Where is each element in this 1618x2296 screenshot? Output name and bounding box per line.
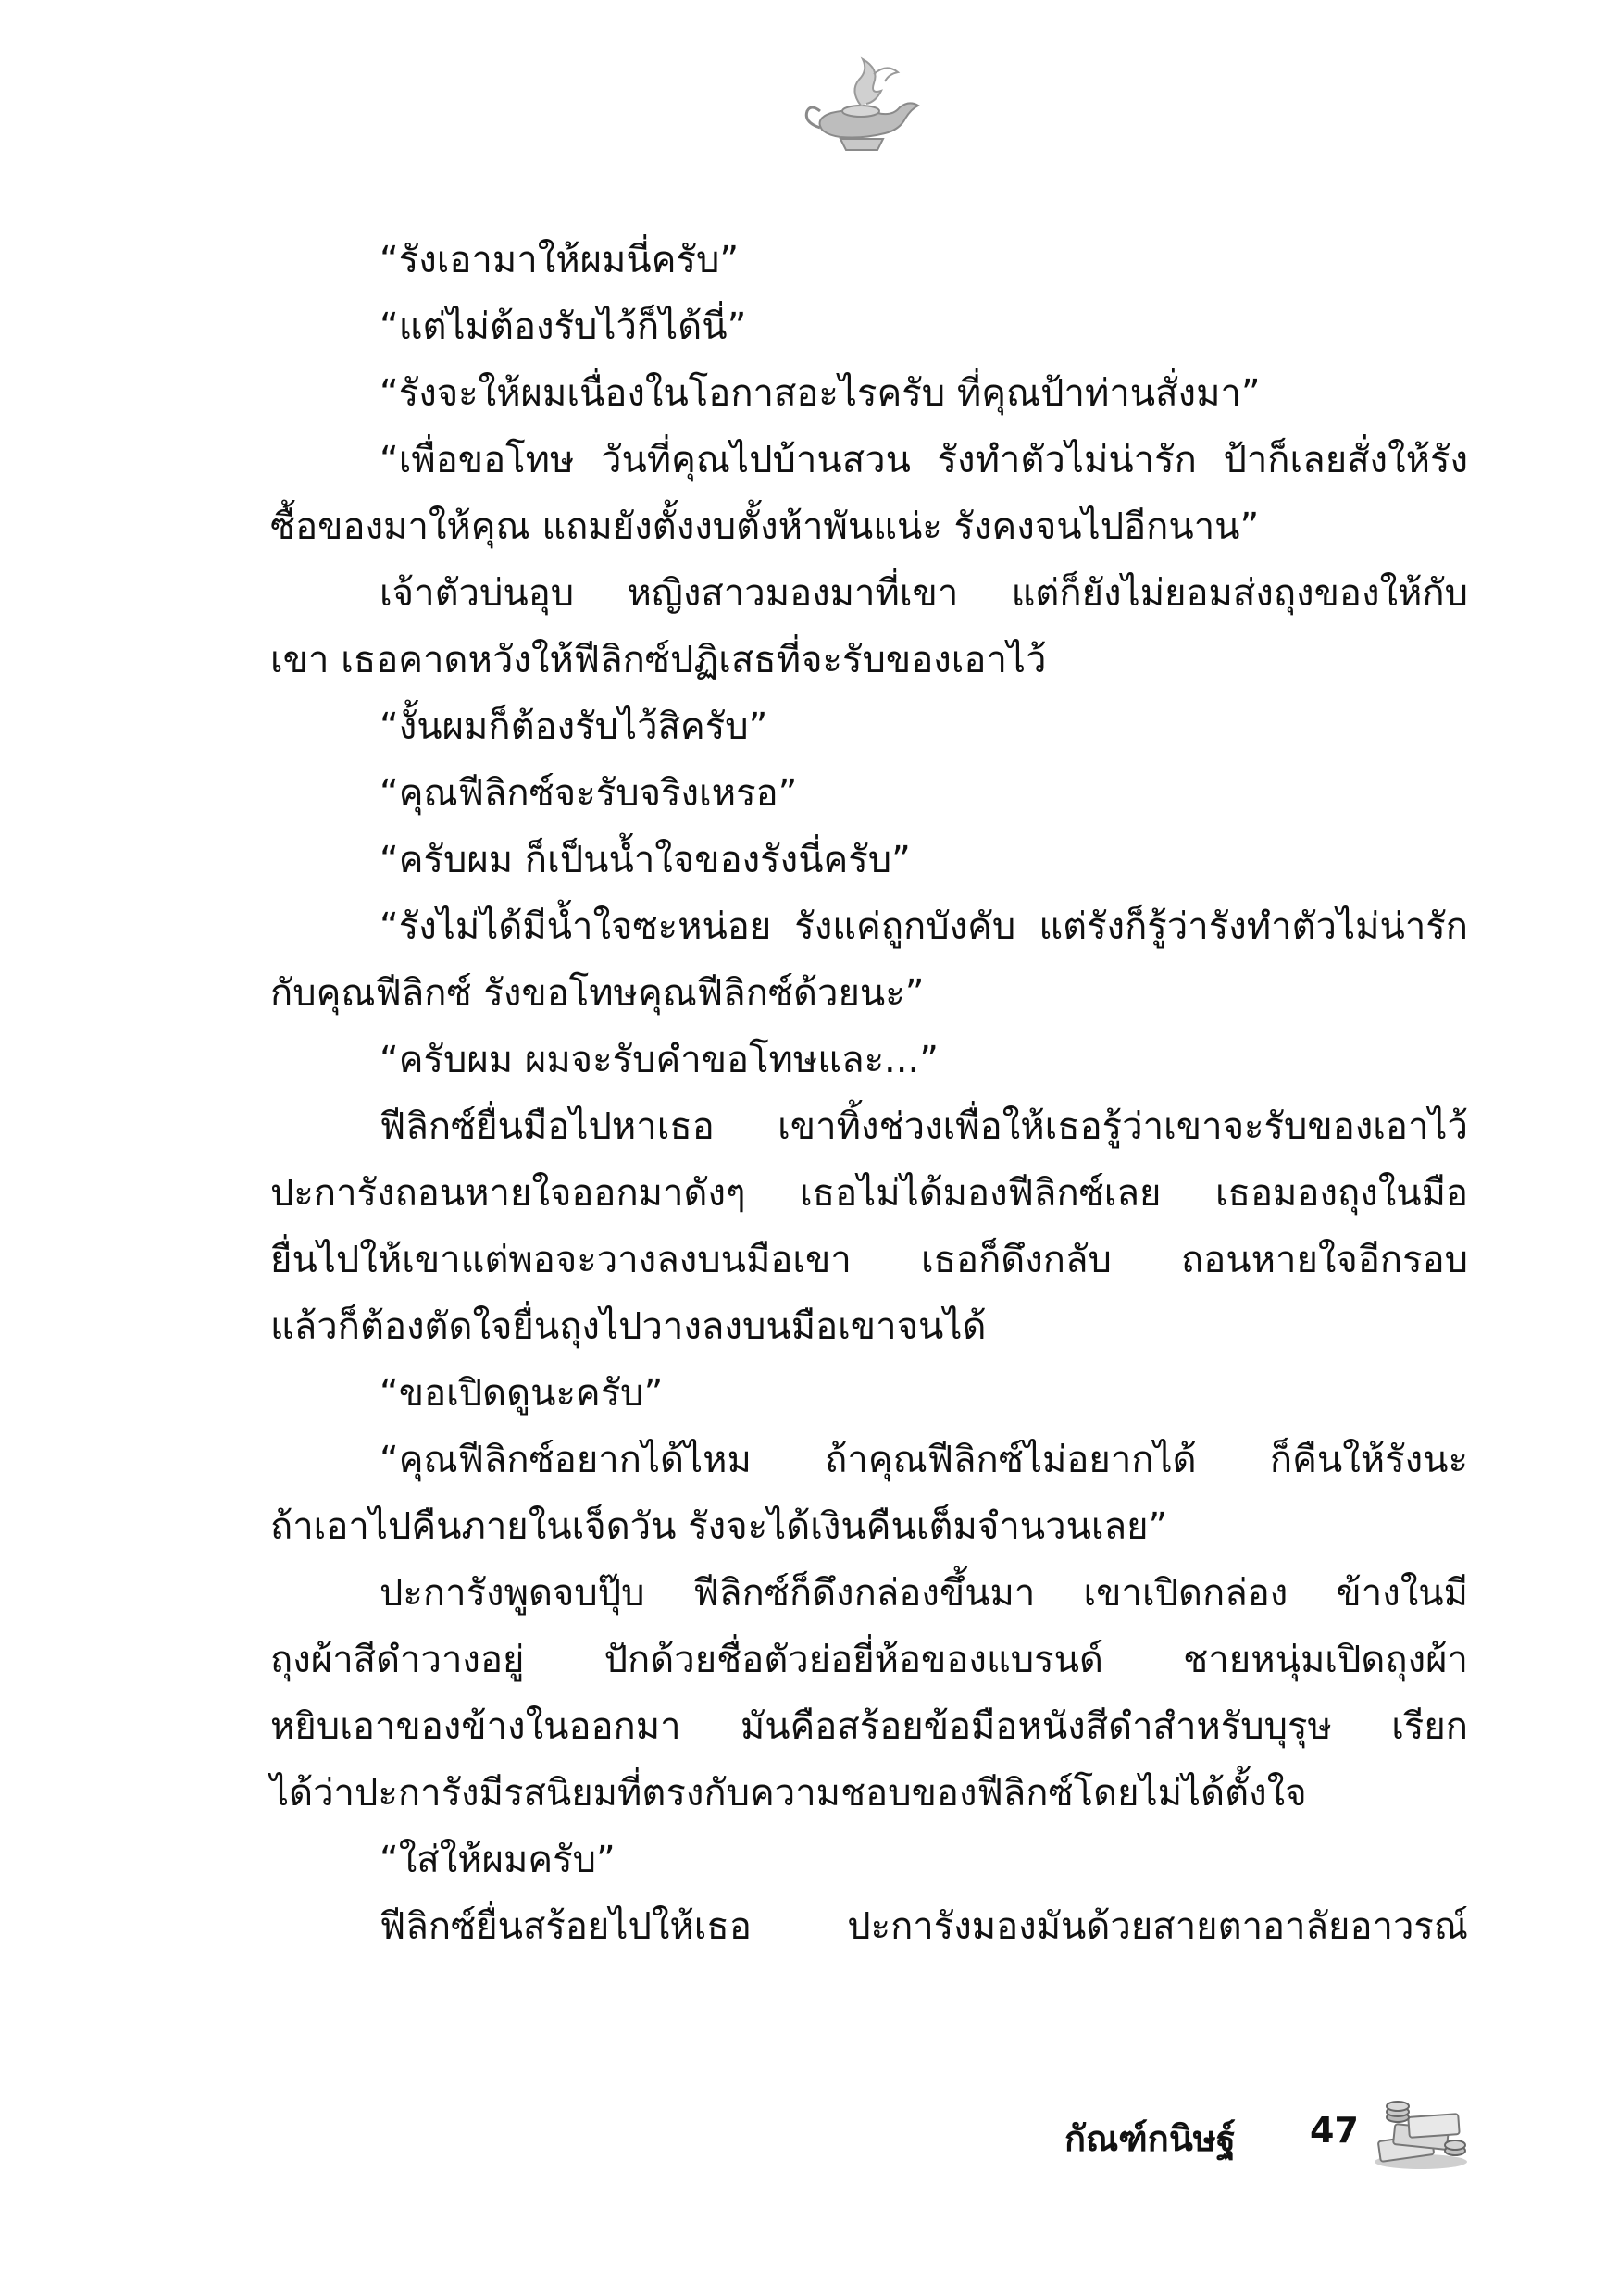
paragraph-line: “รังเอามาให้ผมนี่ครับ” — [380, 239, 740, 281]
genie-lamp-icon — [796, 54, 930, 160]
paragraph-line: หยิบเอาของข้างในออกมา มันคือสร้อยข้อมือหนังสีดำสำหรับบุรุษ เรียก — [270, 1705, 1468, 1748]
paragraph-line: ได้ว่าปะการังมีรสนิยมที่ตรงกับความชอบของฟีลิกซ์โดยไม่ได้ตั้งใจ — [270, 1772, 1307, 1815]
paragraph-line: ฟีลิกซ์ยื่นมือไปหาเธอ เขาทิ้งช่วงเพื่อให้เธอรู้ว่าเขาจะรับของเอาไว้ — [380, 1105, 1468, 1148]
paragraph-line: ซื้อของมาให้คุณ แถมยังตั้งงบตั้งห้าพันแน่ะ รังคงจนไปอีกนาน” — [270, 505, 1260, 548]
paragraph-line: “แต่ไม่ต้องรับไว้ก็ได้นี่” — [380, 306, 747, 348]
paragraph-line: “ใส่ให้ผมครับ” — [380, 1839, 616, 1881]
book-title: กัณฑ์กนิษฐ์ — [1064, 2118, 1236, 2159]
body-text — [270, 227, 1468, 1960]
paragraph-line: “ขอเปิดดูนะครับ” — [380, 1372, 664, 1415]
paragraph-line: “เพื่อขอโทษ วันที่คุณไปบ้านสวน รังทำตัวไม่น่ารัก ป้าก็เลยสั่งให้รัง — [380, 439, 1468, 481]
paragraph-line: เขา เธอคาดหวังให้ฟีลิกซ์ปฏิเสธที่จะรับของเอาไว้ — [270, 639, 1047, 681]
paragraph-line: ปะการังถอนหายใจออกมาดังๆ เธอไม่ได้มองฟีลิกซ์เลย เธอมองถุงในมือ — [270, 1172, 1468, 1215]
paragraph-line: “รังไม่ได้มีน้ำใจซะหน่อย รังแค่ถูกบังคับ แต่รังก็รู้ว่ารังทำตัวไม่น่ารัก — [380, 905, 1468, 948]
paragraph-line: “คุณฟีลิกซ์จะรับจริงเหรอ” — [380, 772, 798, 815]
paragraph-line: ฟีลิกซ์ยื่นสร้อยไปให้เธอ ปะการังมองมันด้วยสายตาอาลัยอาวรณ์ — [380, 1905, 1468, 1948]
paragraph-line: “ครับผม ผมจะรับคำขอโทษและ...” — [380, 1039, 939, 1081]
paragraph-line: เจ้าตัวบ่นอุบ หญิงสาวมองมาที่เขา แต่ก็ยังไม่ยอมส่งถุงของให้กับ — [380, 572, 1468, 615]
page-footer — [1064, 2097, 1472, 2180]
paragraph-line: “รังจะให้ผมเนื่องในโอกาสอะไรครับ ที่คุณป้าท่านสั่งมา” — [380, 372, 1261, 415]
paragraph-line: แล้วก็ต้องตัดใจยื่นถุงไปวางลงบนมือเขาจนได้ — [270, 1305, 987, 1348]
paragraph-line: “ครับผม ก็เป็นน้ำใจของรังนี่ครับ” — [380, 839, 911, 881]
paragraph-line: ปะการังพูดจบปุ๊บ ฟีลิกซ์ก็ดึงกล่องขึ้นมา เขาเปิดกล่อง ข้างในมี — [380, 1572, 1468, 1615]
page-number: 47 — [1310, 2110, 1359, 2151]
money-stack-icon — [1370, 2097, 1472, 2171]
paragraph-line: ถ้าเอาไปคืนภายในเจ็ดวัน รังจะได้เงินคืนเต็มจำนวนเลย” — [270, 1505, 1168, 1548]
paragraph-line: กับคุณฟีลิกซ์ รังขอโทษคุณฟีลิกซ์ด้วยนะ” — [270, 972, 925, 1015]
paragraph-line: ถุงผ้าสีดำวางอยู่ ปักด้วยชื่อตัวย่อยี่ห้อของแบรนด์ ชายหนุ่มเปิดถุงผ้า — [270, 1639, 1468, 1681]
paragraph-line: “คุณฟีลิกซ์อยากได้ไหม ถ้าคุณฟีลิกซ์ไม่อยากได้ ก็คืนให้รังนะ — [380, 1439, 1468, 1481]
paragraph-line: ยื่นไปให้เขาแต่พอจะวางลงบนมือเขา เธอก็ดึงกลับ ถอนหายใจอีกรอบ — [270, 1239, 1468, 1281]
paragraph-line: “งั้นผมก็ต้องรับไว้สิครับ” — [380, 705, 768, 748]
